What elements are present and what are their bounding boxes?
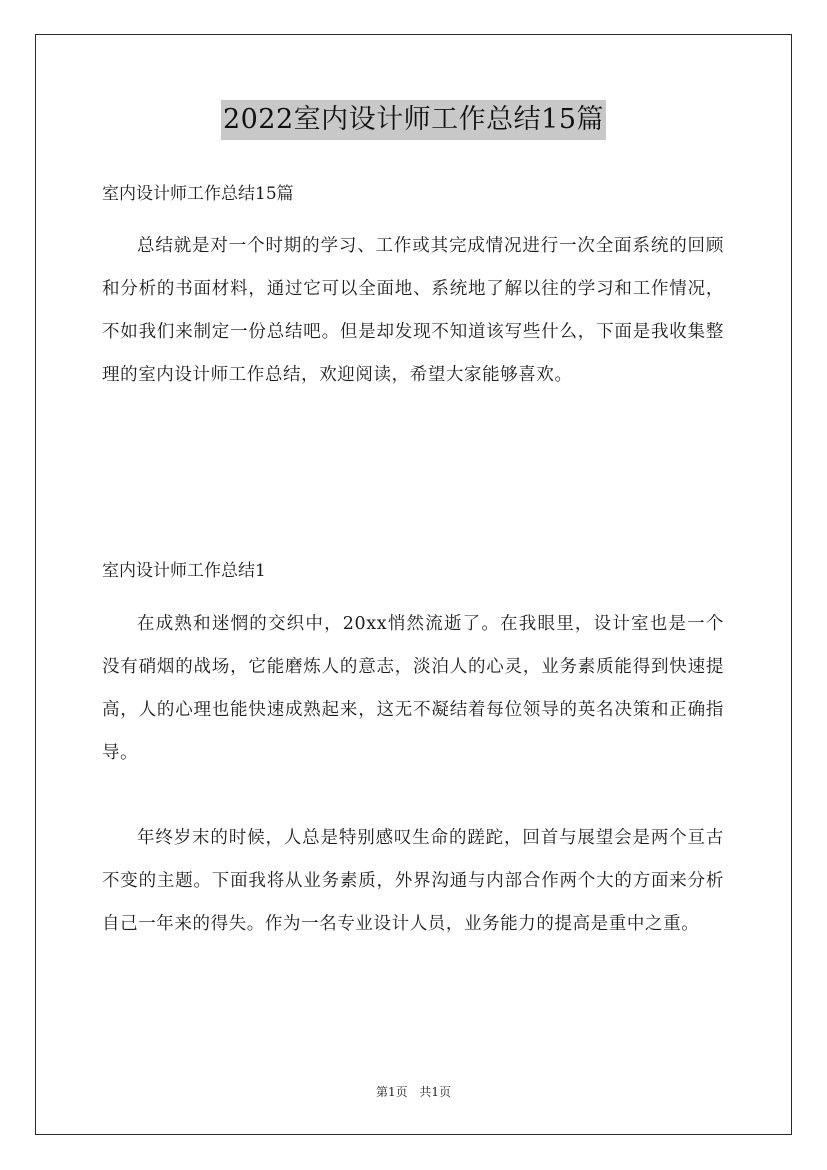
document-subtitle: 室内设计师工作总结15篇 bbox=[102, 184, 294, 204]
page-number: 第1页 bbox=[375, 1085, 408, 1099]
document-title: 2022室内设计师工作总结15篇 bbox=[221, 100, 606, 140]
page-footer bbox=[0, 1083, 827, 1100]
body-paragraph: 年终岁末的时候，人总是特别感叹生命的蹉跎，回首与展望会是两个亘古不变的主题。下面我将从业务素质，外界沟通与内部合作两个大的方面来分析自己一年来的得失。作为一名专业设计人员，业务能力的提高是重中之重。 bbox=[102, 828, 724, 934]
section-heading: 室内设计师工作总结1 bbox=[102, 561, 266, 581]
page-total: 共1页 bbox=[419, 1085, 452, 1099]
body-paragraph: 在成熟和迷惘的交织中，20xx悄然流逝了。在我眼里，设计室也是一个没有硝烟的战场，它能磨炼人的意志，淡泊人的心灵，业务素质能得到快速提高，人的心理也能快速成熟起来，这无不凝结着每位领导的英名决策和正确指导。 bbox=[102, 614, 724, 763]
intro-paragraph: 总结就是对一个时期的学习、工作或其完成情况进行一次全面系统的回顾和分析的书面材料，通过它可以全面地、系统地了解以往的学习和工作情况，不如我们来制定一份总结吧。但是却发现不知道该写些什么，下面是我收集整理的室内设计师工作总结，欢迎阅读，希望大家能够喜欢。 bbox=[102, 236, 724, 385]
title-container bbox=[0, 100, 827, 140]
